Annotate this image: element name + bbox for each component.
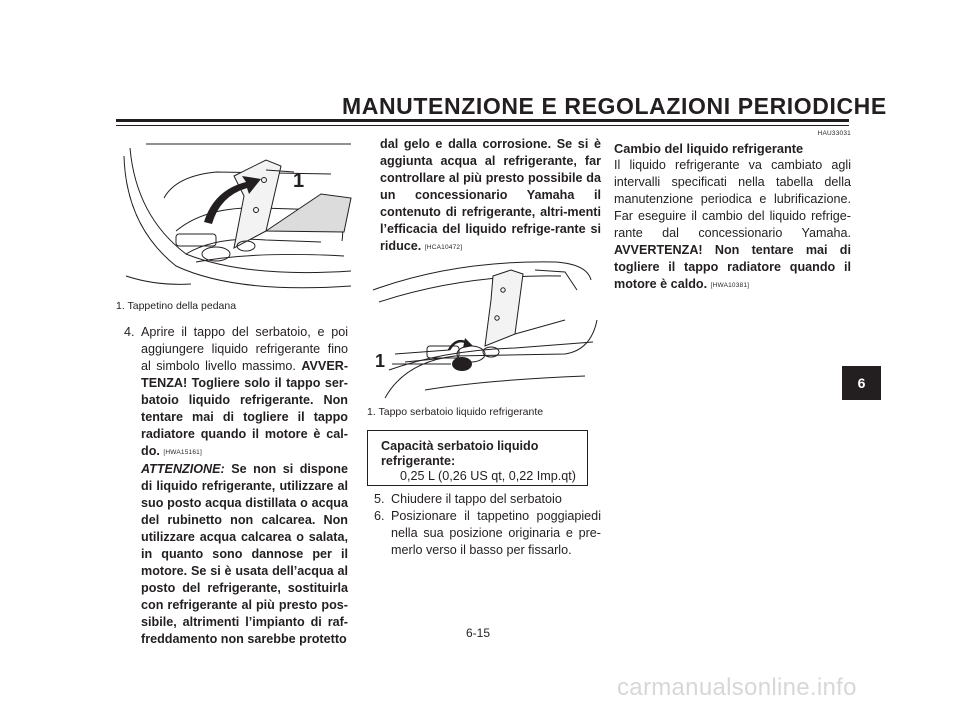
- step-4-number: 4.: [124, 325, 135, 339]
- page-header-title: MANUTENZIONE E REGOLAZIONI PERIODICHE: [342, 93, 887, 119]
- figure2-callout: 1: [375, 351, 386, 371]
- figure-footrest-mat: [116, 136, 356, 298]
- section-text: Il liquido refrigerante va cambiato agli intervalli specificati nella tabella della manutenzione periodica e lubrificazione. Far eseguire il cambio del liquido refrige-rante dal concessionario Yamaha.: [614, 158, 851, 240]
- step-6-text: Posizionare il tappetino poggiapiedi nella sua posizione originaria e pre-merlo verso il basso per fissarlo.: [391, 509, 601, 557]
- chapter-tab: [842, 366, 881, 400]
- attention-continuation: [380, 136, 601, 256]
- page-number: 6-15: [466, 626, 491, 640]
- figure2-caption: 1. Tappo serbatoio liquido refrigerante: [367, 406, 544, 418]
- attention-continuation-text: dal gelo e dalla corrosione. Se si è aggiunta acqua al refrigerante, far controllare al più presto possibile da un concessionario Yamaha il contenuto di refrigerante, altri-menti l’efficacia del liquido refrige-rante si riduce.: [380, 137, 601, 253]
- figure-coolant-cap: [365, 250, 603, 406]
- section-warning: AVVERTENZA! Non tentare mai di togliere il tappo radiatore quando il motore è caldo.: [614, 243, 851, 291]
- step-4: [124, 324, 348, 648]
- step-5-number: 5.: [374, 492, 385, 506]
- figure1-callout: 1: [293, 170, 305, 192]
- footrest-mat-illustration: [116, 136, 356, 298]
- capacity-label: Capacità serbatoio liquido refrigerante:: [381, 439, 539, 468]
- step-4-attention-text: Se non si dispone di liquido refrigerante, utilizzare al suo posto acqua distillata o acqua del rubinetto non calcarea. Non utilizzare acqua calcarea o salata, in quanto sono dannose per il motore. Se si è usata dell’acqua al posto del refrigerante, sostituirla con refrigerante al più presto pos-sibile, altrimenti l’impianto di raf-freddamento non sarebbe protetto: [141, 462, 349, 646]
- attention-continuation-code: [HCA10472]: [424, 244, 463, 251]
- step-4-warning-code: [HWA15161]: [163, 449, 203, 456]
- step-4-warning: AVVER-TENZA! Togliere solo il tappo ser-batoio liquido refrigerante. Non tentare mai di togliere il tappo radiatore quando il motore è cal-do.: [141, 359, 349, 458]
- header-rule-thin: [116, 125, 849, 126]
- coolant-cap-illustration: [365, 250, 603, 406]
- step-4-attention-label: ATTENZIONE:: [141, 462, 225, 476]
- chapter-tab-label: 6: [857, 375, 866, 391]
- section-code: HAU33031: [817, 130, 851, 137]
- section-warning-code: [HWA10381]: [710, 282, 750, 289]
- capacity-value: 0,25 L (0,26 US qt, 0,22 Imp.qt): [400, 469, 576, 483]
- step-4-text: Aprire il tappo del serbatoio, e poi aggiungere liquido refrigerante fino al simbolo livello massimo.: [141, 325, 348, 373]
- step-5-text: Chiudere il tappo del serbatoio: [391, 492, 562, 506]
- step-6: [374, 508, 601, 559]
- coolant-change-section: [614, 127, 851, 294]
- step-5: [374, 491, 601, 508]
- step-6-number: 6.: [374, 509, 385, 523]
- watermark: carmanualsonline.info: [617, 674, 857, 701]
- figure1-caption: 1. Tappetino della pedana: [116, 300, 237, 312]
- coolant-capacity-box: [367, 430, 588, 486]
- header-rule-thick: [116, 119, 849, 122]
- section-title: Cambio del liquido refrigerante: [614, 141, 804, 156]
